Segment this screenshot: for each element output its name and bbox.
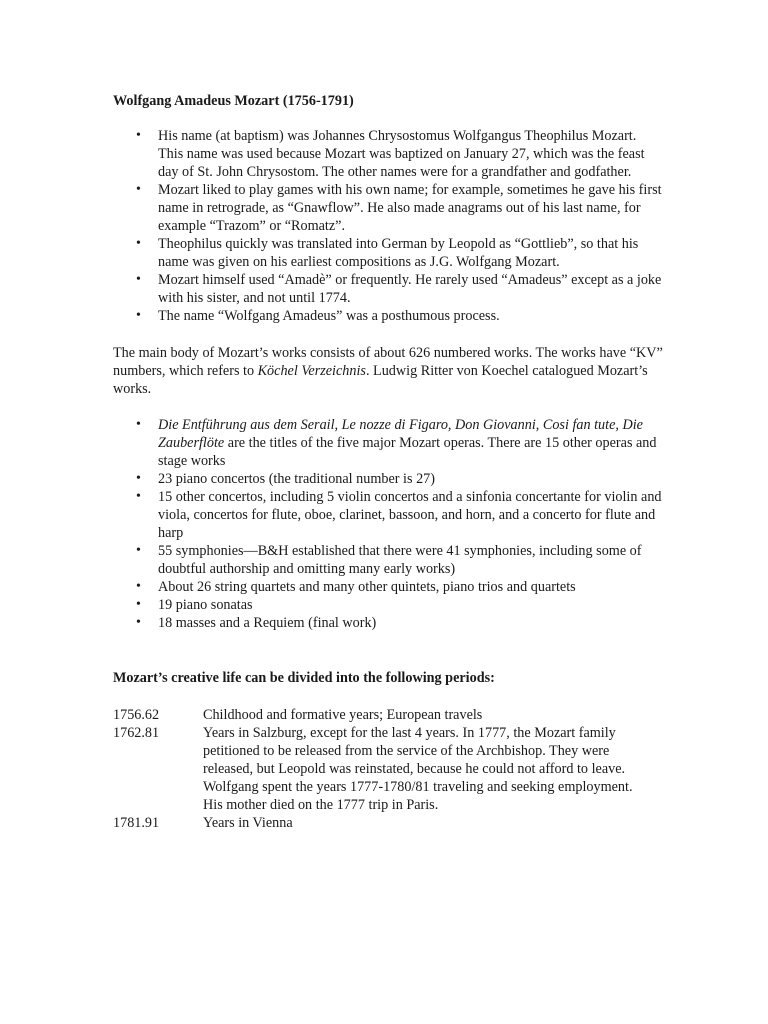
period-years: 1762.81 (113, 725, 160, 741)
period-description: Years in Vienna (203, 815, 293, 831)
periods-heading: Mozart’s creative life can be divided into the following periods: (113, 670, 495, 686)
list-item: • 55 symphonies—B&H established that there were 41 symphonies, including some of doubtful authorship and omitting many early works) (113, 542, 663, 578)
list-item: • Theophilus quickly was translated into German by Leopold as “Gottlieb”, so that his name was given on his earliest compositions as J.G. Wolfgang Mozart. (113, 235, 663, 271)
catalogue-name: Köchel Verzeichnis (257, 363, 366, 379)
list-item: • 23 piano concertos (the traditional number is 27) (113, 470, 663, 488)
opera-description: are the titles of the five major Mozart operas. There are 15 other operas and stage works (158, 435, 657, 469)
list-item: • About 26 string quartets and many other quintets, piano trios and quartets (113, 578, 663, 596)
list-item: • 18 masses and a Requiem (final work) (113, 614, 663, 632)
works-paragraph-text: The main body of Mozart’s works consists of about 626 numbered works. The works have “KV” numbers, which refers to (113, 345, 663, 379)
list-item: • Mozart liked to play games with his own name; for example, sometimes he gave his first name in retrograde, as “Gnawflow”. He also made anagrams out of his last name, for example “Trazom” or “Romatz”. (113, 181, 663, 235)
opera-titles: Die Entführung aus dem Serail, Le nozze di Figaro, Don Giovanni, Cosi fan tute, Die Zauberflöte (158, 417, 643, 451)
list-item: • 15 other concertos, including 5 violin concertos and a sinfonia concertante for violin and viola, concertos for flute, oboe, clarinet, bassoon, and horn, and a concerto for flute and harp (113, 488, 663, 542)
periods-table (113, 706, 663, 832)
list-item: • Mozart himself used “Amadè” or frequently. He rarely used “Amadeus” except as a joke with his sister, and not until 1774. (113, 271, 663, 307)
document-page (113, 92, 663, 832)
list-item: • 19 piano sonatas (113, 596, 663, 614)
period-years: 1781.91 (113, 815, 160, 831)
list-item-operas (113, 416, 663, 470)
period-years: 1756.62 (113, 707, 160, 723)
list-item: • His name (at baptism) was Johannes Chrysostomus Wolfgangus Theophilus Mozart. This name was used because Mozart was baptized on January 27, which was the feast day of St. John Chrysostom. The other names were for a grandfather and godfather. (113, 127, 663, 181)
works-list (113, 416, 663, 632)
period-description: Childhood and formative years; European travels (203, 707, 483, 723)
period-description: Years in Salzburg, except for the last 4 years. In 1777, the Mozart family petitioned to be released from the service of the Archbishop. They were released, but Leopold was reinstated, because he could not afford to leave. Wolfgang spent the years 1777-1780/81 traveling and seeking employment. His mother died on the 1777 trip in Paris. (203, 725, 633, 813)
list-item: • The name “Wolfgang Amadeus” was a posthumous process. (113, 307, 663, 325)
works-paragraph (113, 344, 663, 398)
works-paragraph-text-end: . Ludwig Ritter von Koechel catalogued Mozart’s works. (113, 363, 648, 397)
document-title: Wolfgang Amadeus Mozart (1756-1791) (113, 93, 354, 109)
name-facts-list (113, 127, 663, 325)
